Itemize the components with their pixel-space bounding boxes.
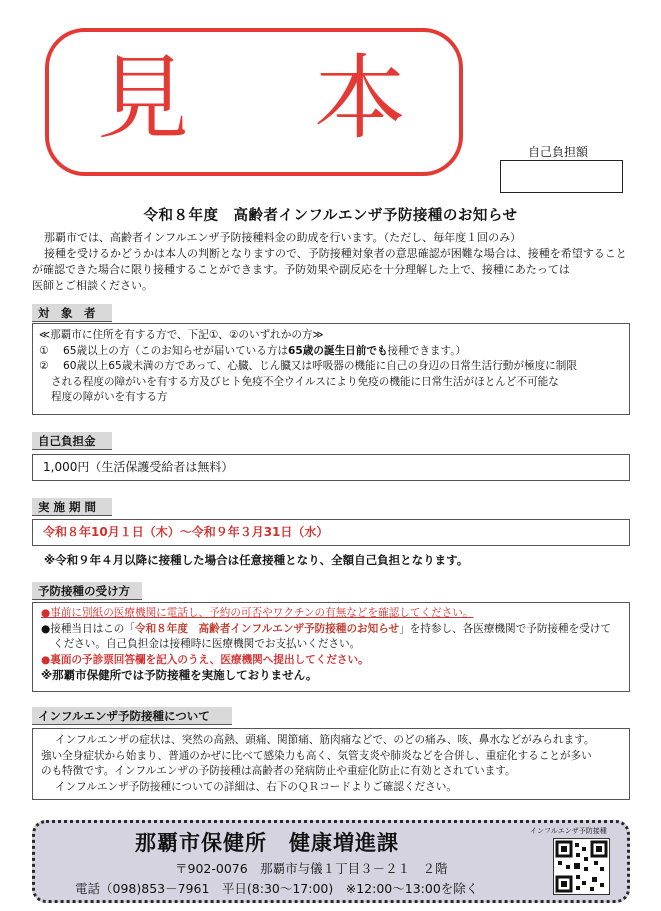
qr-code-icon — [554, 839, 609, 894]
org-name: 那覇市保健所 健康増進課 — [135, 831, 399, 855]
howto-line-3: ください。自己負担金は接種時に医療機関でお支払いください。 — [53, 638, 361, 650]
intro-line: が確認できた場合に限り接種することができます。予防効果や副反応を十分理解した上で、接種にあたっては — [32, 263, 570, 276]
howto-line-5: ※那覇市保健所では予防接種を実施しておりません。 — [41, 668, 318, 682]
period-value: 令和８年10月１日（木）～令和９年３月31日（水） — [32, 519, 630, 546]
stamp-char-2: 本 — [314, 45, 407, 152]
target-item-2: ② 60歳以上65歳未満の方であって、心臓、じん臓又は呼吸器の機能に自己の身辺の日常生活行動が極度に制限 — [39, 360, 577, 372]
about-line: 強い全身症状から始まり、普通のかぜに比べて感染力も高く、気管支炎や肺炎などを合併し、重症化することが多い — [41, 749, 592, 762]
about-line: インフルエンザ予防接種についての詳細は、右下のＱＲコードよりご確認ください。 — [55, 780, 457, 793]
target-item-2-cont: 程度の障がいを有する方 — [51, 391, 168, 403]
stamp-char-1: 見 — [97, 45, 190, 152]
qr-label: インフルエンザ予防接種 — [530, 827, 607, 835]
target-lead: ≪那覇市に住所を有する方で、下記①、②のいずれかの方≫ — [39, 329, 324, 341]
fee-amount-box[interactable] — [500, 160, 623, 193]
howto-line-4: ●裏面の予診票回答欄を記入のうえ、医療機関へ提出してください。 — [41, 653, 369, 666]
intro-line: 医師とご相談ください。 — [32, 279, 153, 292]
phone: 電話（098)853－7961 平日(8:30～17:00) ※12:00～13:00を除く — [75, 881, 479, 896]
howto-line-1: ●事前に別紙の医療機関に電話し、予約の可否やワクチンの有無などを確認してください。 — [41, 607, 474, 619]
target-box — [32, 323, 630, 415]
about-box — [32, 728, 630, 800]
howto-box — [32, 602, 630, 692]
about-header: インフルエンザ予防接種について — [32, 707, 232, 725]
period-note: ※令和９年４月以降に接種した場合は任意接種となり、全額自己負担となります。 — [44, 553, 469, 567]
qr-code[interactable] — [553, 838, 610, 895]
address: 〒902-0076 那覇市与儀１丁目３－２１ ２階 — [175, 861, 448, 876]
intro-line: 接種を受けるかどうかは本人の判断となりますので、予防接種対象者の意思確認が困難な場合は、接種を希望すること — [44, 247, 627, 260]
howto-header: 予防接種の受け方 — [32, 582, 142, 600]
howto-line-2: ●接種当日はこの「令和８年度 高齢者インフルエンザ予防接種のお知らせ」を持参し、各医療機関で予防接種を受けて — [41, 622, 611, 635]
fee-value: 1,000円（生活保護受給者は無料） — [32, 454, 630, 481]
target-item-1: ① 65歳以上の方（このお知らせが届いている方は65歳の誕生日前でも接種できます。） — [39, 344, 467, 357]
fee-amount-label: 自己負担額 — [528, 145, 589, 159]
page-title: 令和８年度 高齢者インフルエンザ予防接種のお知らせ — [143, 208, 518, 224]
sample-stamp — [45, 28, 463, 176]
about-line: のも特徴です。インフルエンザの予防接種は高齢者の発病防止や重症化防止に有効とされています。 — [41, 765, 516, 777]
intro-text — [32, 230, 632, 294]
fee-header: 自己負担金 — [32, 432, 112, 450]
period-header: 実 施 期 間 — [32, 498, 112, 516]
intro-line: 那覇市では、高齢者インフルエンザ予防接種料金の助成を行います。（ただし、毎年度１回のみ） — [44, 231, 522, 244]
target-header: 対 象 者 — [32, 304, 112, 322]
target-item-2-cont: される程度の障がいを有する方及びヒト免疫不全ウイルスにより免疫の機能に日常生活がほとんど不可能な — [51, 375, 559, 388]
about-line: インフルエンザの症状は、突然の高熱、頭痛、関節痛、筋肉痛などで、のどの痛み、咳、鼻水などがみられます。 — [55, 734, 595, 746]
